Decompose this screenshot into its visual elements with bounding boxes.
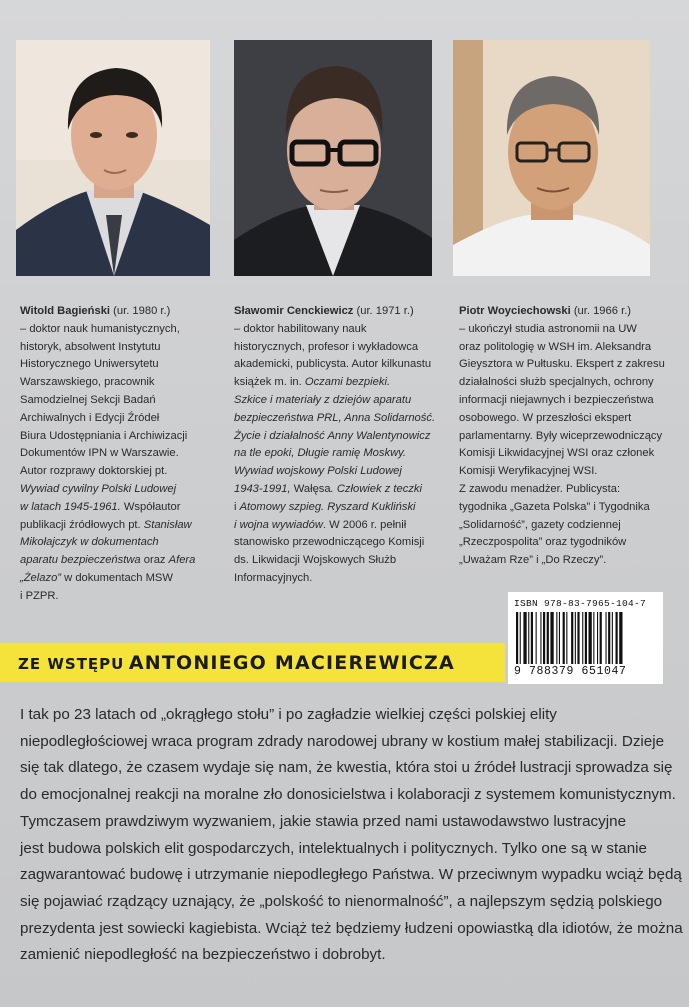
bio-text: publikacji źródłowych pt. xyxy=(20,518,144,531)
bio-line: Z zawodu menadżer. Publicysta: xyxy=(459,482,621,495)
bio-line: Dokumentów IPN w Warszawie. xyxy=(20,447,179,460)
bio-line: stanowisko przewodniczącego Komisji xyxy=(234,536,425,549)
bio-heading xyxy=(234,303,449,321)
bio-line xyxy=(20,517,220,535)
bio-line: historycznych, profesor i wykładowca xyxy=(234,340,419,353)
excerpt-line: do emocjonalnej reakcji na moralne zło donosicielstwa i kolaboracji z systemem komunistycznym. xyxy=(20,786,676,804)
bio-line: ds. Likwidacji Wojskowych Służb xyxy=(234,554,397,567)
bio-line: Warszawskiego, pracownik xyxy=(20,376,155,389)
excerpt-line: jest budowa polskich elit gospodarczych, intelektualnych i politycznych. Tylko one są w stanie xyxy=(20,839,647,857)
bio-line: akademicki, publicysta. Autor kilkunastu xyxy=(234,358,432,371)
book-title: 1943-1991, xyxy=(234,482,294,495)
bio-line: – doktor nauk humanistycznych, xyxy=(20,322,180,335)
bio-line: Komisji Likwidacyjnej WSI oraz członek xyxy=(459,447,655,460)
bio-line: historyk, absolwent Instytutu xyxy=(20,340,161,353)
bio-line xyxy=(234,374,449,392)
bio-text: i xyxy=(234,500,240,513)
barcode-bars xyxy=(514,612,657,664)
bio-line: Historycznego Uniwersytetu xyxy=(20,358,159,371)
author-bio-cenckiewicz xyxy=(234,303,449,588)
book-title: Afera xyxy=(168,554,196,567)
bio-line: – ukończył studia astronomii na UW xyxy=(459,322,637,335)
foreword-banner xyxy=(0,643,505,682)
author-bio-woyciechowski xyxy=(459,303,684,570)
bio-line xyxy=(234,481,449,499)
bio-text: Współautor xyxy=(120,500,181,513)
bio-line xyxy=(234,499,449,517)
bio-line: na tle epoki, Długie ramię Moskwy. xyxy=(234,447,407,460)
bio-line: Wywiad cywilny Polski Ludowej xyxy=(20,482,177,495)
bio-line: Autor rozprawy doktorskiej pt. xyxy=(20,465,168,478)
bio-line: „Solidarność”, gazety codziennej xyxy=(459,518,621,531)
bio-line: – doktor habilitowany nauk xyxy=(234,322,367,335)
bio-line: Wywiad wojskowy Polski Ludowej xyxy=(234,465,402,478)
bio-line: Archiwalnych i Edycji Źródeł xyxy=(20,411,160,424)
bio-text: oraz xyxy=(140,554,169,567)
bio-line: parlamentarny. Były wiceprzewodniczący xyxy=(459,429,663,442)
bio-line xyxy=(20,552,220,570)
birth-year: (ur. 1966 r.) xyxy=(573,305,632,317)
bio-heading xyxy=(20,303,220,321)
book-title: i wojna wywiadów xyxy=(234,518,323,531)
excerpt-line: się pojawiać rządzący uznający, że „polskość to nienormalność”, a najlepszym sędzią polskiego xyxy=(20,892,663,910)
author-photo-cenckiewicz xyxy=(234,40,432,276)
excerpt-line: się tak dlatego, że czasem wydaje się nam, że kwestia, która stoi u źródeł lustracji sprowadza się xyxy=(20,759,673,777)
bio-line: tygodnika „Gazeta Polska” i Tygodnika xyxy=(459,500,650,513)
bio-line xyxy=(20,570,220,588)
bio-line: Szkice i materiały z dziejów aparatu xyxy=(234,393,412,406)
excerpt-line: prezydenta jest sowiecki kagiebista. Wciąż też będziemy łudzeni opowiastką dla idiotów, że można xyxy=(20,919,683,937)
foreword-excerpt xyxy=(20,702,683,969)
isbn-number: ISBN 978-83-7965-104-7 xyxy=(514,598,647,609)
bio-text: książek m. in. xyxy=(234,376,305,389)
excerpt-line: Tymczasem prawdziwym wyzwaniem, jakie stawia przed nami ustawodawstwo lustracyjne xyxy=(20,812,627,830)
portrait-image xyxy=(453,40,650,276)
book-title: Stanisław xyxy=(143,518,192,531)
excerpt-line: niepodległościowej wraca program zdrady narodowej ubrany w kostium małej stabilizacji. Dzieje xyxy=(20,732,665,750)
birth-year: (ur. 1980 r.) xyxy=(113,305,171,317)
author-photo-woyciechowski xyxy=(453,40,650,276)
bio-line: „Uważam Rze” i „Do Rzeczy”. xyxy=(459,554,607,567)
banner-prefix: ZE WSTĘPU xyxy=(18,655,125,673)
bio-line: Mikołajczyk w dokumentach xyxy=(20,536,159,549)
excerpt-line: zamienić niepodległość na bezpieczeństwo i dobrobyt. xyxy=(20,946,386,964)
book-title: Oczami bezpieki. xyxy=(304,376,391,389)
isbn-barcode xyxy=(508,592,663,684)
book-title: „Żelazo” xyxy=(20,571,62,584)
book-title: aparatu bezpieczeństwa xyxy=(20,554,141,567)
book-title: w latach 1945-1961. xyxy=(20,500,121,513)
birth-year: (ur. 1971 r.) xyxy=(356,305,414,317)
bio-line xyxy=(234,517,449,535)
excerpt-line: I tak po 23 latach od „okrągłego stołu” i po zagładzie wielkiej części polskiej elity xyxy=(20,706,557,723)
author-name: Witold Bagieński xyxy=(20,305,111,317)
bio-line: Komisji Weryfikacyjnej WSI. xyxy=(459,465,598,478)
author-name: Piotr Woyciechowski xyxy=(459,305,571,317)
bio-line: informacji niejawnych i bezpieczeństwa xyxy=(459,393,654,406)
bio-heading xyxy=(459,303,684,321)
bio-line: „Rzeczpospolita” oraz tygodników xyxy=(459,536,627,549)
bio-line: Biura Udostępniania i Archiwizacji xyxy=(20,429,188,442)
bio-text: w dokumentach MSW xyxy=(61,571,173,584)
bio-text: . W 2006 r. pełnił xyxy=(322,518,407,531)
ean-digits: 9 788379 651047 xyxy=(514,665,627,678)
author-bio-bagienski xyxy=(20,303,220,606)
bio-line: Informacyjnych. xyxy=(234,571,313,584)
bio-line: działalności służb specjalnych, ochrony xyxy=(459,376,654,389)
bio-line: i PZPR. xyxy=(20,589,59,602)
bio-line: osobowego. W przeszłości ekspert xyxy=(459,411,632,424)
portrait-image xyxy=(234,40,432,276)
bio-line: Samodzielnej Sekcji Badań xyxy=(20,393,156,406)
banner-author: ANTONIEGO MACIEREWICZA xyxy=(128,652,455,674)
book-title: Wałęsa xyxy=(293,482,331,495)
book-title: . Człowiek z teczki xyxy=(330,482,422,495)
author-name: Sławomir Cenckiewicz xyxy=(234,305,354,317)
portrait-image xyxy=(16,40,210,276)
bio-line: Gieysztora w Pułtusku. Ekspert z zakresu xyxy=(459,358,665,371)
bio-line: oraz politologię w WSH im. Aleksandra xyxy=(459,340,652,353)
book-title: Atomowy szpieg. Ryszard Kukliński xyxy=(239,500,416,513)
bio-line: Życie i działalność Anny Walentynowicz xyxy=(234,429,431,442)
bio-line xyxy=(20,499,220,517)
bio-line: bezpieczeństwa PRL, Anna Solidarność. xyxy=(234,411,436,424)
author-photo-bagienski xyxy=(16,40,210,276)
excerpt-line: zagwarantować budowę i utrzymanie niepodległego Państwa. W przeciwnym wypadku wciąż będą xyxy=(20,866,682,884)
